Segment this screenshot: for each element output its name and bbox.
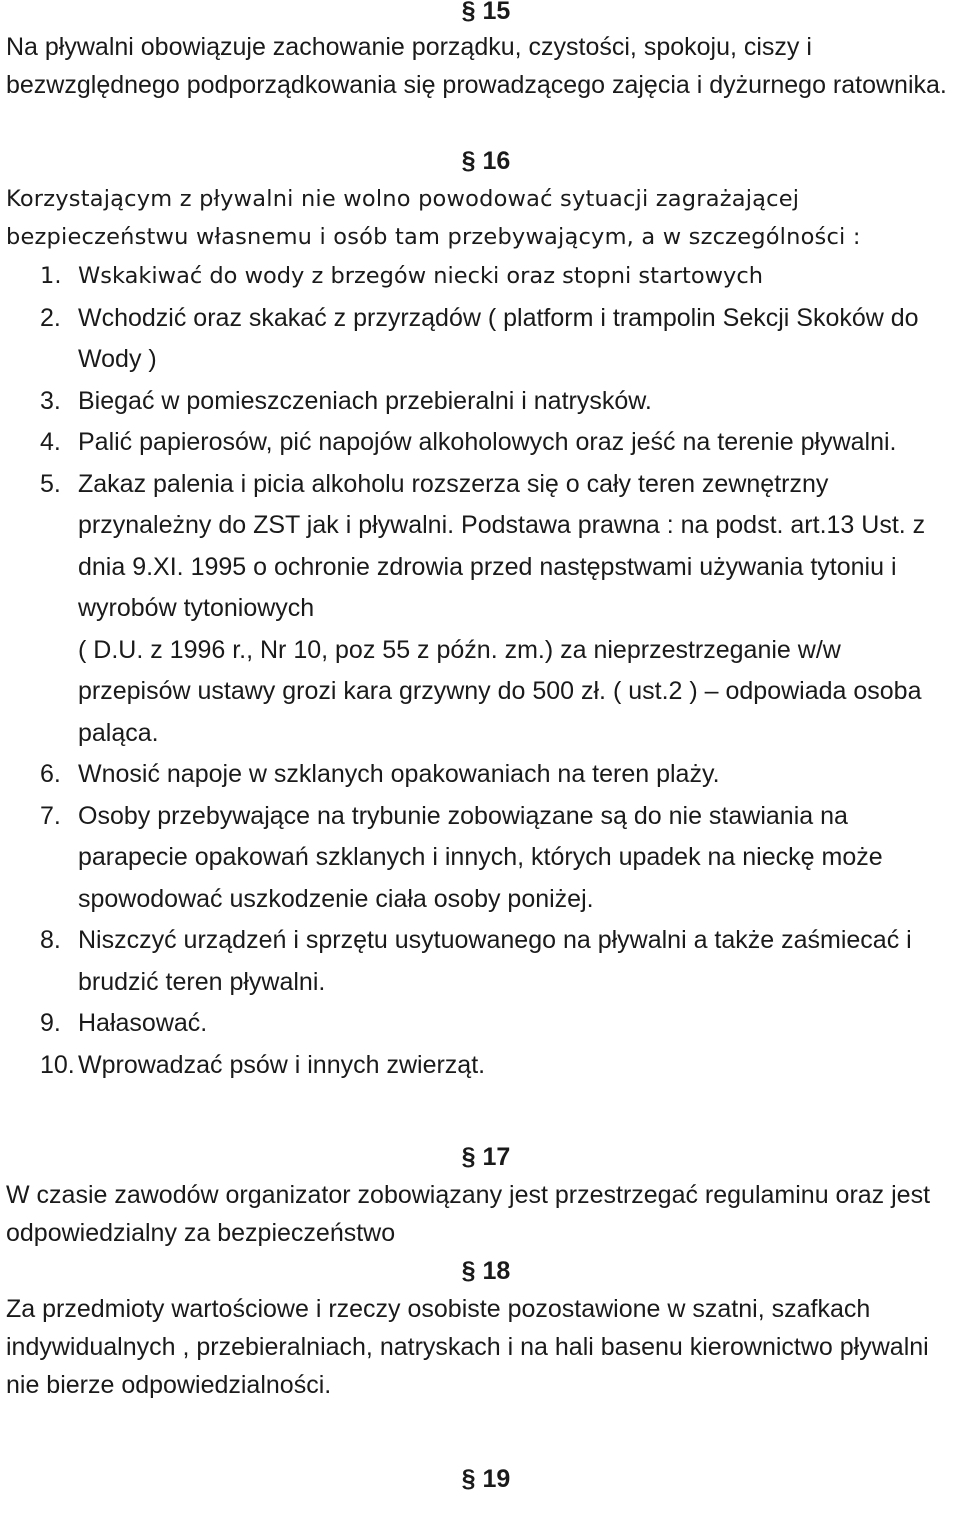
section-heading: § 15 <box>461 0 511 25</box>
section-16 <box>6 142 954 1086</box>
list-item <box>6 1045 954 1087</box>
section-text: W czasie zawodów organizator zobowiązany jest przestrzegać regulaminu oraz jest odpowiedzialny za bezpieczeństwo <box>6 1181 931 1247</box>
list-item-text: Wprowadzać psów i innych zwierząt. <box>78 1050 486 1079</box>
list-item-text: Osoby przebywające na trybunie zobowiązane są do nie stawiania na parapecie opakowań szklanych i innych, których upadek na nieckę może spowodować uszkodzenie ciała osoby poniżej. <box>78 801 883 913</box>
section-19 <box>6 1460 954 1498</box>
list-item <box>6 920 954 1003</box>
section-text: Za przedmioty wartościowe i rzeczy osobiste pozostawione w szatni, szafkach indywidualnych , przebieralniach, natryskach i na hali basenu kierownictwo pływalni nie bierze odpowiedzialności. <box>6 1295 929 1399</box>
section-18 <box>6 1252 954 1404</box>
list-item-text: Biegać w pomieszczeniach przebieralni i natrysków. <box>78 386 652 415</box>
section-heading: § 17 <box>461 1143 511 1171</box>
list-item <box>6 256 954 298</box>
list-item-text: Palić papierosów, pić napojów alkoholowych oraz jeść na terenie pływalni. <box>78 428 897 456</box>
prohibitions-list <box>6 256 954 1086</box>
list-item-number: 8. <box>40 926 61 954</box>
list-item <box>6 381 954 423</box>
list-item-number: 9. <box>40 1009 61 1037</box>
section-intro: Korzystającym z pływalni nie wolno powodować sytuacji zagrażającej bezpieczeństwu własnemu i osób tam przebywającym, a w szczególności : <box>6 186 861 250</box>
list-item-number: 2. <box>40 303 61 332</box>
list-item-number: 7. <box>40 801 61 830</box>
list-item-text: Niszczyć urządzeń i sprzętu usytuowanego na pływalni a także zaśmiecać i brudzić teren pływalni. <box>78 926 912 996</box>
list-item-text: ( D.U. z 1996 r., Nr 10, poz 55 z późn. zm.) za nieprzestrzeganie w/w przepisów ustawy grozi kara grzywny do 500 zł. ( ust.2 ) – odpowiada osoba paląca. <box>78 635 922 747</box>
list-item <box>6 796 954 921</box>
list-item-text: Wnosić napoje w szklanych opakowaniach na teren plaży. <box>78 760 720 788</box>
list-item-text: Zakaz palenia i picia alkoholu rozszerza się o cały teren zewnętrzny przynależny do ZST jak i pływalni. Podstawa prawna : na podst. art.13 Ust. z dnia 9.XI. 1995 o ochronie zdrowia przed następstwami używania tytoniu i wyrobów tytoniowych <box>78 469 926 622</box>
list-item-continuation <box>6 630 954 755</box>
list-item-number: 3. <box>40 386 61 415</box>
list-item-number: 10. <box>40 1050 75 1079</box>
list-item <box>6 754 954 796</box>
section-heading: § 18 <box>461 1257 511 1285</box>
list-item <box>6 298 954 381</box>
list-item <box>6 1003 954 1045</box>
list-item <box>6 422 954 464</box>
list-item-text: Wchodzić oraz skakać z przyrządów ( platform i trampolin Sekcji Skoków do Wody ) <box>78 303 919 373</box>
list-item-text: Wskakiwać do wody z brzegów niecki oraz stopni startowych <box>78 263 763 289</box>
list-item-number: 1. <box>40 263 62 289</box>
section-17 <box>6 1138 954 1252</box>
list-item-number: 5. <box>40 469 61 498</box>
list-item-text: Hałasować. <box>78 1009 208 1037</box>
section-heading: § 16 <box>461 147 511 175</box>
list-item-number: 6. <box>40 760 61 788</box>
section-15 <box>6 0 954 104</box>
list-item-number: 4. <box>40 428 61 456</box>
section-text: Na pływalni obowiązuje zachowanie porządku, czystości, spokoju, ciszy i bezwzględnego podporządkowania się prowadzącego zajęcia i dyżurnego ratownika. <box>6 33 947 99</box>
list-item <box>6 464 954 630</box>
section-heading: § 19 <box>461 1465 511 1493</box>
